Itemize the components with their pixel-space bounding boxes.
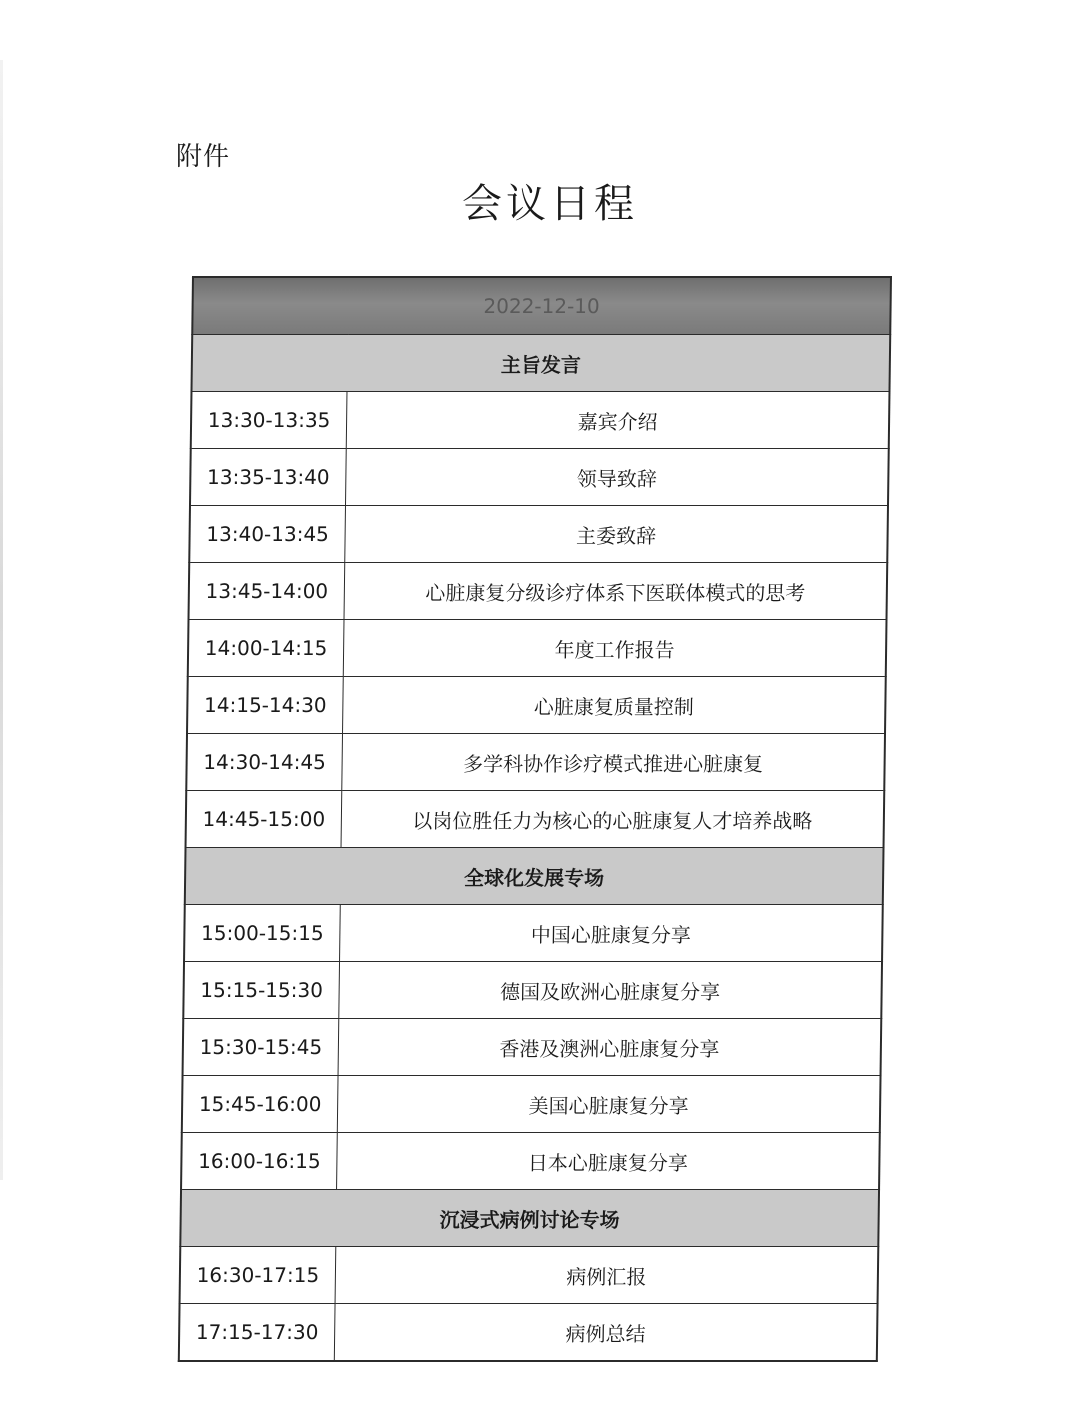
topic-cell: 病例总结	[334, 1304, 877, 1362]
table-row	[189, 563, 888, 620]
section-header-row	[191, 335, 890, 392]
table-row	[186, 791, 885, 848]
topic-cell: 以岗位胜任力为核心的心脏康复人才培养战略	[341, 791, 884, 848]
schedule-date: 2022-12-10	[192, 277, 891, 335]
table-row	[183, 1019, 882, 1076]
table-row	[182, 1076, 881, 1133]
time-cell: 16:00-16:15	[181, 1133, 337, 1190]
time-cell: 13:40-13:45	[189, 506, 345, 563]
topic-cell: 病例汇报	[335, 1247, 878, 1304]
topic-cell: 主委致辞	[345, 506, 888, 563]
table-row	[181, 1133, 880, 1190]
table-row	[187, 677, 886, 734]
time-cell: 15:00-15:15	[184, 905, 340, 962]
table-row	[179, 1304, 878, 1362]
topic-cell: 中国心脏康复分享	[340, 905, 883, 962]
table-row	[191, 392, 890, 449]
topic-cell: 德国及欧洲心脏康复分享	[339, 962, 882, 1019]
table-row	[184, 905, 883, 962]
time-cell: 14:15-14:30	[187, 677, 343, 734]
topic-cell: 年度工作报告	[343, 620, 886, 677]
time-cell: 16:30-17:15	[180, 1247, 336, 1304]
time-cell: 13:30-13:35	[191, 392, 347, 449]
time-cell: 17:15-17:30	[179, 1304, 335, 1362]
topic-cell: 多学科协作诊疗模式推进心脏康复	[342, 734, 885, 791]
section-title: 主旨发言	[191, 335, 890, 392]
table-row	[188, 620, 887, 677]
table-row	[189, 506, 888, 563]
topic-cell: 心脏康复分级诊疗体系下医联体模式的思考	[344, 563, 887, 620]
section-title: 沉浸式病例讨论专场	[180, 1190, 879, 1247]
topic-cell: 日本心脏康复分享	[337, 1133, 880, 1190]
date-header-row	[192, 277, 891, 335]
time-cell: 13:35-13:40	[190, 449, 346, 506]
topic-cell: 嘉宾介绍	[346, 392, 889, 449]
time-cell: 15:15-15:30	[183, 962, 339, 1019]
table-row	[180, 1247, 879, 1304]
topic-cell: 心脏康复质量控制	[343, 677, 886, 734]
time-cell: 15:30-15:45	[183, 1019, 339, 1076]
attachment-label: 附件	[176, 142, 231, 172]
topic-cell: 领导致辞	[345, 449, 888, 506]
time-cell: 14:45-15:00	[186, 791, 342, 848]
table-row	[183, 962, 882, 1019]
schedule-table	[178, 276, 892, 1362]
time-cell: 13:45-14:00	[189, 563, 345, 620]
page-title: 会议日程	[462, 181, 638, 227]
topic-cell: 香港及澳洲心脏康复分享	[338, 1019, 881, 1076]
table-row	[186, 734, 885, 791]
section-header-row	[180, 1190, 879, 1247]
topic-cell: 美国心脏康复分享	[337, 1076, 880, 1133]
time-cell: 14:30-14:45	[186, 734, 342, 791]
time-cell: 15:45-16:00	[182, 1076, 338, 1133]
section-header-row	[185, 848, 884, 905]
section-title: 全球化发展专场	[185, 848, 884, 905]
time-cell: 14:00-14:15	[188, 620, 344, 677]
table-row	[190, 449, 889, 506]
